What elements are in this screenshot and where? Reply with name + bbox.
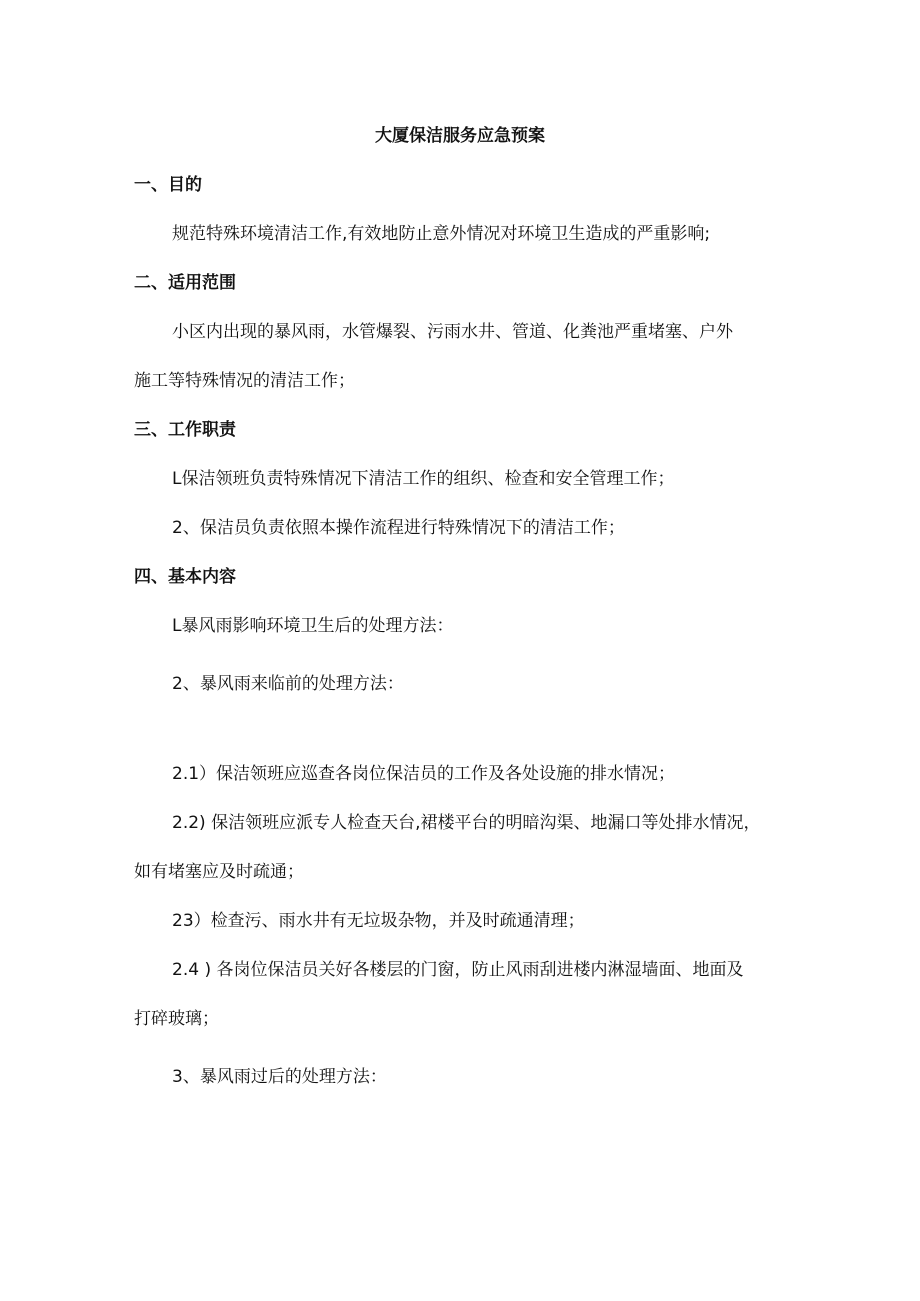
- paragraph-content-2-3: 23）检查污、雨水井有无垃圾杂物，并及时疏通清理；: [172, 911, 585, 931]
- paragraph-content-1: L暴风雨影响环境卫生后的处理方法：: [172, 616, 454, 636]
- paragraph-scope-line-1: 小区内出现的暴风雨，水管爆裂、污雨水井、管道、化粪池严重堵塞、户外: [172, 322, 733, 342]
- paragraph-content-2-4-line-2: 打碎玻璃；: [134, 1009, 219, 1029]
- paragraph-duty-2: 2、保洁员负责依照本操作流程进行特殊情况下的清洁工作；: [172, 518, 625, 538]
- paragraph-content-2-2-line-1: 2.2) 保洁领班应派专人检查天台,裙楼平台的明暗沟渠、地漏口等处排水情况，: [172, 813, 761, 833]
- paragraph-content-2-2-line-2: 如有堵塞应及时疏通；: [134, 862, 304, 882]
- page-title: 大厦保洁服务应急预案: [375, 126, 545, 146]
- section-heading-scope: 二、适用范围: [134, 273, 236, 293]
- paragraph-content-2: 2、暴风雨来临前的处理方法：: [172, 674, 404, 694]
- paragraph-content-2-4-line-1: 2.4 ) 各岗位保洁员关好各楼层的门窗，防止风雨刮进楼内淋湿墙面、地面及: [172, 960, 744, 980]
- paragraph-duty-1: L保洁领班负责特殊情况下清洁工作的组织、检查和安全管理工作；: [172, 469, 675, 489]
- paragraph-purpose: 规范特殊环境清洁工作,有效地防止意外情况对环境卫生造成的严重影响;: [172, 224, 711, 244]
- paragraph-content-2-1: 2.1）保洁领班应巡查各岗位保洁员的工作及各处设施的排水情况；: [172, 764, 676, 784]
- section-heading-content: 四、基本内容: [134, 567, 236, 587]
- section-heading-purpose: 一、目的: [134, 175, 202, 195]
- paragraph-content-3: 3、暴风雨过后的处理方法：: [172, 1067, 387, 1087]
- section-heading-duties: 三、工作职责: [134, 420, 236, 440]
- paragraph-scope-line-2: 施工等特殊情况的清洁工作；: [134, 371, 355, 391]
